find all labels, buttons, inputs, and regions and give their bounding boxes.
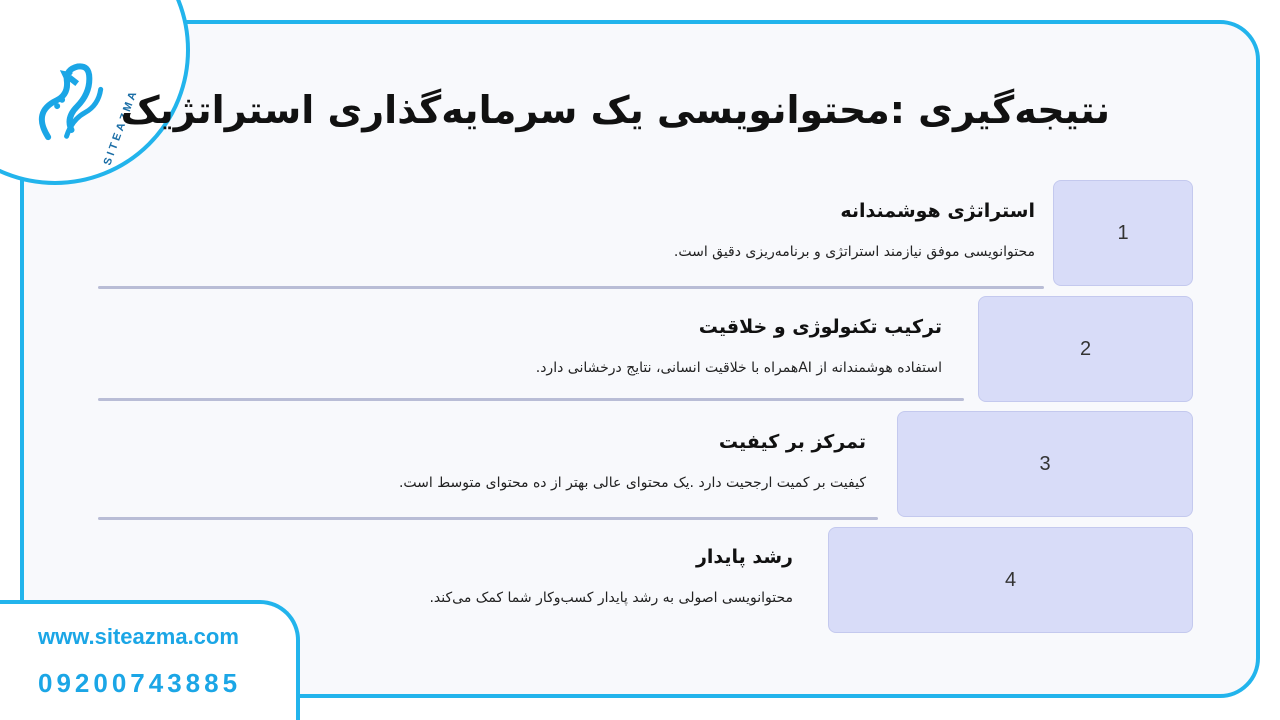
item-number-box <box>897 411 1193 517</box>
item-divider <box>98 286 1044 289</box>
item-description: محتوانویسی اصولی به رشد پایدار کسب‌وکار شما کمک می‌کند. <box>429 590 793 606</box>
item-number-box <box>828 527 1193 633</box>
item-title: رشد پایدار <box>695 546 793 568</box>
item-divider <box>98 398 964 401</box>
website-url[interactable]: www.siteazma.com <box>38 624 239 649</box>
item-number-box <box>1053 180 1193 286</box>
item-number: 2 <box>1079 337 1092 360</box>
phone-number[interactable]: 09200743885 <box>38 668 242 698</box>
item-number: 1 <box>1117 221 1129 244</box>
item-title: ترکیب تکنولوژی و خلاقیت <box>698 316 942 338</box>
item-number: 4 <box>1004 568 1017 591</box>
item-description: استفاده هوشمندانه از AIهمراه با خلاقیت انسانی، نتایج درخشانی دارد. <box>535 360 942 376</box>
page-title: نتیجه‌گیری :محتوانویسی یک سرمایه‌گذاری استراتژیک <box>120 88 1110 132</box>
item-title: تمرکز بر کیفیت <box>718 431 866 453</box>
footer-corner <box>0 600 300 720</box>
item-description: کیفیت بر کمیت ارجحیت دارد .یک محتوای عالی بهتر از ده محتوای متوسط است. <box>398 475 866 491</box>
item-divider <box>98 517 878 520</box>
logo-text: SITEAZMA <box>101 87 141 168</box>
item-description: محتوانویسی موفق نیازمند استراتژی و برنامه‌ریزی دقیق است. <box>673 244 1035 260</box>
item-number: 3 <box>1039 452 1051 475</box>
item-number-box <box>978 296 1193 402</box>
siteazma-logo <box>14 34 141 174</box>
item-title: استراتژی هوشمندانه <box>840 200 1035 222</box>
